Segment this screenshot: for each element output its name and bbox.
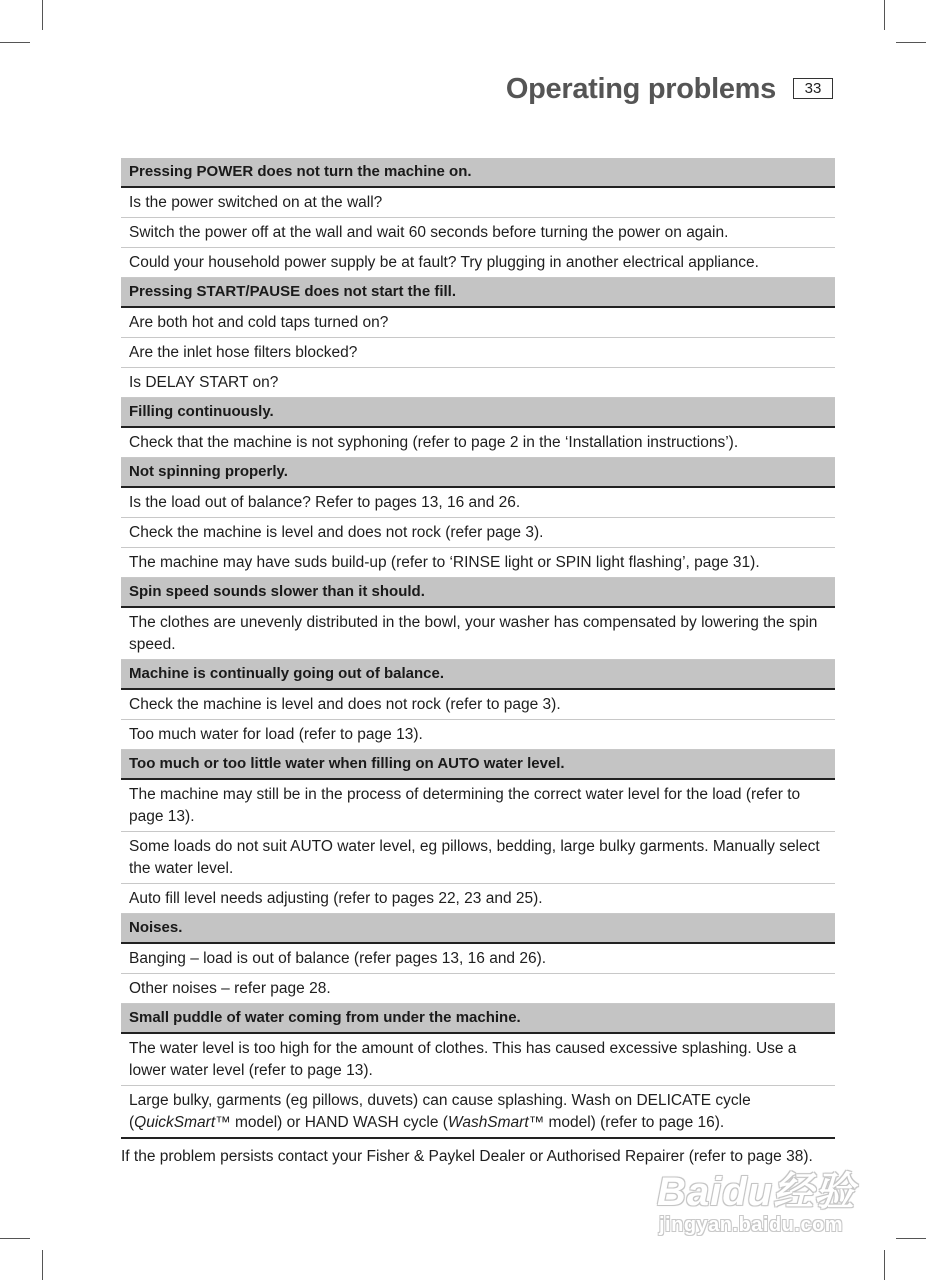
problem-heading: Machine is continually going out of balance.	[121, 660, 835, 690]
solution-row: Auto fill level needs adjusting (refer to pages 22, 23 and 25).	[121, 884, 835, 914]
problem-heading: Pressing POWER does not turn the machine on.	[121, 158, 835, 188]
watermark	[655, 1160, 875, 1245]
solution-row: Check that the machine is not syphoning (refer to page 2 in the ‘Installation instructions’).	[121, 428, 835, 458]
problem-heading: Not spinning properly.	[121, 458, 835, 488]
solution-row: Are the inlet hose filters blocked?	[121, 338, 835, 368]
problem-heading: Too much or too little water when filling on AUTO water level.	[121, 750, 835, 780]
solution-row: Check the machine is level and does not rock (refer page 3).	[121, 518, 835, 548]
page-title: Operating problems	[505, 73, 776, 105]
model-name: WashSmart™	[447, 1114, 545, 1131]
crop-mark	[884, 0, 885, 30]
crop-mark	[896, 1238, 926, 1239]
solution-row: Some loads do not suit AUTO water level, eg pillows, bedding, large bulky garments. Manually select the water level.	[121, 832, 835, 884]
problem-heading: Noises.	[121, 914, 835, 944]
baidu-logo: Baidu经验	[657, 1170, 856, 1214]
crop-mark	[42, 1250, 43, 1280]
solution-row: Switch the power off at the wall and wait 60 seconds before turning the power on again.	[121, 218, 835, 248]
model-name: QuickSmart™	[134, 1114, 231, 1131]
solution-row: Could your household power supply be at fault? Try plugging in another electrical appliance.	[121, 248, 835, 278]
solution-row: Is the power switched on at the wall?	[121, 188, 835, 218]
crop-mark	[896, 42, 926, 43]
solution-row: Too much water for load (refer to page 13).	[121, 720, 835, 750]
solution-row: Other noises – refer page 28.	[121, 974, 835, 1004]
solution-row: The machine may still be in the process of determining the correct water level for the load (refer to page 13).	[121, 780, 835, 832]
solution-row: Banging – load is out of balance (refer pages 13, 16 and 26).	[121, 944, 835, 974]
solution-row: The clothes are unevenly distributed in the bowl, your washer has compensated by lowering the spin speed.	[121, 608, 835, 660]
page-number: 33	[793, 78, 833, 99]
crop-mark	[0, 1238, 30, 1239]
crop-mark	[42, 0, 43, 30]
solution-row: Are both hot and cold taps turned on?	[121, 308, 835, 338]
solution-row: Large bulky, garments (eg pillows, duvets) can cause splashing. Wash on DELICATE cycle (QuickSmart™ model) or HAND WASH cycle (WashSmart™ model) (refer to page 16).	[121, 1086, 835, 1139]
solution-row: Is DELAY START on?	[121, 368, 835, 398]
solution-row: Is the load out of balance? Refer to pages 13, 16 and 26.	[121, 488, 835, 518]
solution-row: Check the machine is level and does not rock (refer to page 3).	[121, 690, 835, 720]
troubleshooting-table	[121, 158, 835, 1139]
problem-heading: Spin speed sounds slower than it should.	[121, 578, 835, 608]
problem-heading: Pressing START/PAUSE does not start the fill.	[121, 278, 835, 308]
footer-note: If the problem persists contact your Fisher & Paykel Dealer or Authorised Repairer (refer to page 38).	[121, 1148, 813, 1165]
solution-row: The machine may have suds build-up (refer to ‘RINSE light or SPIN light flashing’, page 31).	[121, 548, 835, 578]
crop-mark	[0, 42, 30, 43]
solution-row: The water level is too high for the amount of clothes. This has caused excessive splashing. Use a lower water level (refer to page 13).	[121, 1034, 835, 1086]
problem-heading: Filling continuously.	[121, 398, 835, 428]
crop-mark	[884, 1250, 885, 1280]
problem-heading: Small puddle of water coming from under the machine.	[121, 1004, 835, 1034]
watermark-url: jingyan.baidu.com	[659, 1214, 844, 1236]
